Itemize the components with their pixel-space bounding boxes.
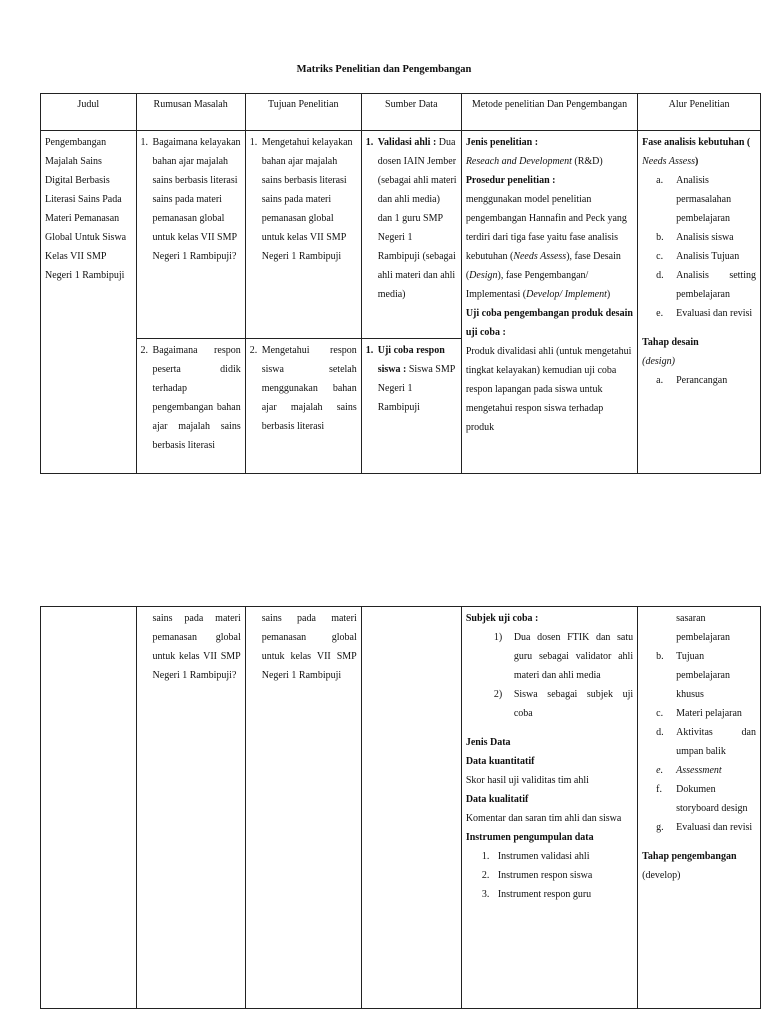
desain-item-f: Dokumen storyboard design (676, 784, 748, 814)
prosedur-text: menggunakan model penelitian pengembangan Hannafin and Peck yang terdiri dari tiga fase yaitu fase analisis kebutuhan (Needs Assess), fase Desain (Design), fase Pengembangan/ Implementasi (Develop/ Implement) (465, 194, 627, 300)
tahap-desain-italic: (design) (642, 356, 675, 367)
header-rumusan: Rumusan Masalah (136, 94, 245, 131)
kualitatif-label: Data kualitatif (465, 794, 529, 805)
rumusan-cell-cont (136, 607, 245, 1009)
prosedur-label: Prosedur penelitian : (465, 175, 556, 186)
desain-item-d: Aktivitas dan umpan balik (676, 727, 756, 757)
sumber-item-2-label: Uji coba respon siswa : (377, 345, 445, 375)
tujuan-item-2-part2: sains pada materi pemanasan global untuk kelas VII SMP Negeri 1 Rambipuji (261, 613, 357, 681)
rumusan-cell-2: 2. Bagaimana respon peserta didik terhadap pengembangan bahan ajar majalah sains berbasis literasi (136, 339, 245, 474)
sumber-item-1-text: Dua dosen IAIN Jember (sebagai ahli materi dan ahli media) dan 1 guru SMP Negeri 1 Rambipuji (sebagai ahli materi dan ahli media) (377, 137, 457, 300)
ujicoba-text: Produk divalidasi ahli (untuk mengetahui tingkat kelayakan) kemudian uji coba respon lapangan pada siswa untuk mengetahui respon siswa terhadap produk (465, 346, 632, 433)
sumber-item-2-text: Siswa SMP Negeri 1 Rambipuji (377, 364, 455, 413)
matrix-table-part2 (40, 606, 761, 1009)
judul-text: Pengembangan Majalah Sains Digital Berbasis Literasi Sains Pada Materi Pemanasan Global Untuk Siswa Kelas VII SMP Negeri 1 Rambipuji (45, 137, 127, 281)
tahap-desain-label: Tahap desain (642, 337, 699, 348)
instrumen-item-1: Instrumen validasi ahli (497, 851, 590, 862)
desain-item-b: Tujuan pembelajaran khusus (676, 651, 730, 700)
fase-item-c: Analisis Tujuan (676, 251, 740, 262)
tujuan-item-2-part1: Mengetahui respon siswa setelah menggunakan bahan ajar majalah sains berbasis literasi (261, 345, 357, 432)
desain-item-a-cont: sasaran pembelajaran (676, 613, 730, 643)
header-judul: Judul (41, 94, 137, 131)
header-metode: Metode penelitian Dan Pengembangan (461, 94, 637, 131)
tujuan-cell-cont (245, 607, 361, 1009)
desain-item-c: Materi pelajaran (676, 708, 742, 719)
judul-cell (41, 131, 137, 474)
sumber-item-1-label: Validasi ahli : (377, 137, 437, 148)
tujuan-cell-2: 2. Mengetahui respon siswa setelah menggunakan bahan ajar majalah sains berbasis literasi (245, 339, 361, 474)
sumber-cell-cont (361, 607, 461, 1009)
sumber-cell-1: 1. Validasi ahli : Dua dosen IAIN Jember (sebagai ahli materi dan ahli media) dan 1 guru SMP Negeri 1 Rambipuji (sebagai ahli materi dan ahli media) (361, 131, 461, 339)
header-sumber: Sumber Data (361, 94, 461, 131)
jenis-data-label: Jenis Data (465, 737, 511, 748)
header-alur: Alur Penelitian (638, 94, 761, 131)
jenis-penelitian-rest: (R&D) (571, 156, 603, 167)
subjek-item-2: Siswa sebagai subjek uji coba (513, 689, 634, 719)
ujicoba-label: Uji coba pengembangan produk desain uji coba : (465, 308, 633, 338)
subjek-label: Subjek uji coba : (465, 613, 539, 624)
desain-item-a: Perancangan (676, 375, 728, 386)
instrumen-item-2: Instrumen respon siswa (497, 870, 593, 881)
metode-cell-cont: Subjek uji coba : 1) Dua dosen FTIK dan satu guru sebagai validator ahli materi dan ahli media 2) Siswa sebagai subjek uji coba Jenis Data Data kuantitatif Skor hasil uji validitas tim ahli Data kualitatif Komentar dan saran tim ahli dan siswa Instrumen pengumpulan data 1. Instrumen validasi ahli 2. Instrumen respon siswa 3. Instrument respon guru (461, 607, 637, 1009)
rumusan-item-2-part2: sains pada materi pemanasan global untuk kelas VII SMP Negeri 1 Rambipuji? (152, 613, 241, 681)
tahap-pengembangan-text: (develop) (642, 870, 681, 881)
rumusan-cell-1: 1. Bagaimana kelayakan bahan ajar majalah sains berbasis literasi sains pada materi pemanasan global untuk kelas VII SMP Negeri 1 Rambipuji? (136, 131, 245, 339)
matrix-table-part1 (40, 93, 761, 474)
metode-cell-1 (461, 131, 637, 474)
page-title: Matriks Penelitian dan Pengembangan (296, 64, 472, 75)
subjek-item-1: Dua dosen FTIK dan satu guru sebagai validator ahli materi dan ahli media (513, 632, 634, 681)
fase-item-d: Analisis setting pembelajaran (676, 270, 756, 300)
rumusan-item-1: Bagaimana kelayakan bahan ajar majalah sains berbasis literasi sains pada materi pemanasan global untuk kelas VII SMP Negeri 1 Rambipuji? (152, 137, 241, 262)
judul-cell-cont (41, 607, 137, 1009)
jenis-penelitian-label: Jenis penelitian : (465, 137, 539, 148)
header-tujuan: Tujuan Penelitian (245, 94, 361, 131)
jenis-penelitian-italic: Reseach and Development (465, 156, 572, 167)
kualitatif-text: Komentar dan saran tim ahli dan siswa (465, 813, 622, 824)
instrumen-label: Instrumen pengumpulan data (465, 832, 594, 843)
instrumen-item-3: Instrument respon guru (497, 889, 592, 900)
content-row-1 (41, 131, 761, 339)
tujuan-cell-1: 1. Mengetahui kelayakan bahan ajar majalah sains berbasis literasi sains pada materi pemanasan global untuk kelas VII SMP Negeri 1 Rambipuji (245, 131, 361, 339)
desain-item-e: Assessment (676, 765, 722, 776)
fase-item-e: Evaluasi dan revisi (676, 308, 753, 319)
alur-cell-1: Fase analisis kebutuhan ( Needs Assess) a. Analisis permasalahan pembelajaran b. Analisis siswa c. Analisis Tujuan d. Analisis setting pembelajaran e. Evaluasi dan revisi Tahap desain (design) a. Perancangan (638, 131, 761, 474)
kuantitatif-label: Data kuantitatif (465, 756, 535, 767)
sumber-cell-2: 1. Uji coba respon siswa : Siswa SMP Negeri 1 Rambipuji (361, 339, 461, 474)
header-row (41, 94, 761, 131)
content-row-3 (41, 607, 761, 1009)
fase-item-a: Analisis permasalahan pembelajaran (676, 175, 732, 224)
desain-item-g: Evaluasi dan revisi (676, 822, 753, 833)
fase-item-b: Analisis siswa (676, 232, 734, 243)
tujuan-item-1: Mengetahui kelayakan bahan ajar majalah sains berbasis literasi sains pada materi pemanasan global untuk kelas VII SMP Negeri 1 Rambipuji (261, 137, 353, 262)
tahap-pengembangan-label: Tahap pengembangan (642, 851, 737, 862)
fase-analisis-label: Fase analisis kebutuhan ( Needs Assess) (642, 137, 751, 167)
alur-cell-cont: sasaran pembelajaran b. Tujuan pembelajaran khusus c. Materi pelajaran d. Aktivitas dan umpan balik e. Assessment f. Dokumen storyboard design g. Evaluasi dan revisi Tahap pengembangan (develop) (638, 607, 761, 1009)
kuantitatif-text: Skor hasil uji validitas tim ahli (465, 775, 589, 786)
rumusan-item-2-part1: Bagaimana respon peserta didik terhadap pengembangan bahan ajar majalah sains berbasis literasi (152, 345, 241, 451)
